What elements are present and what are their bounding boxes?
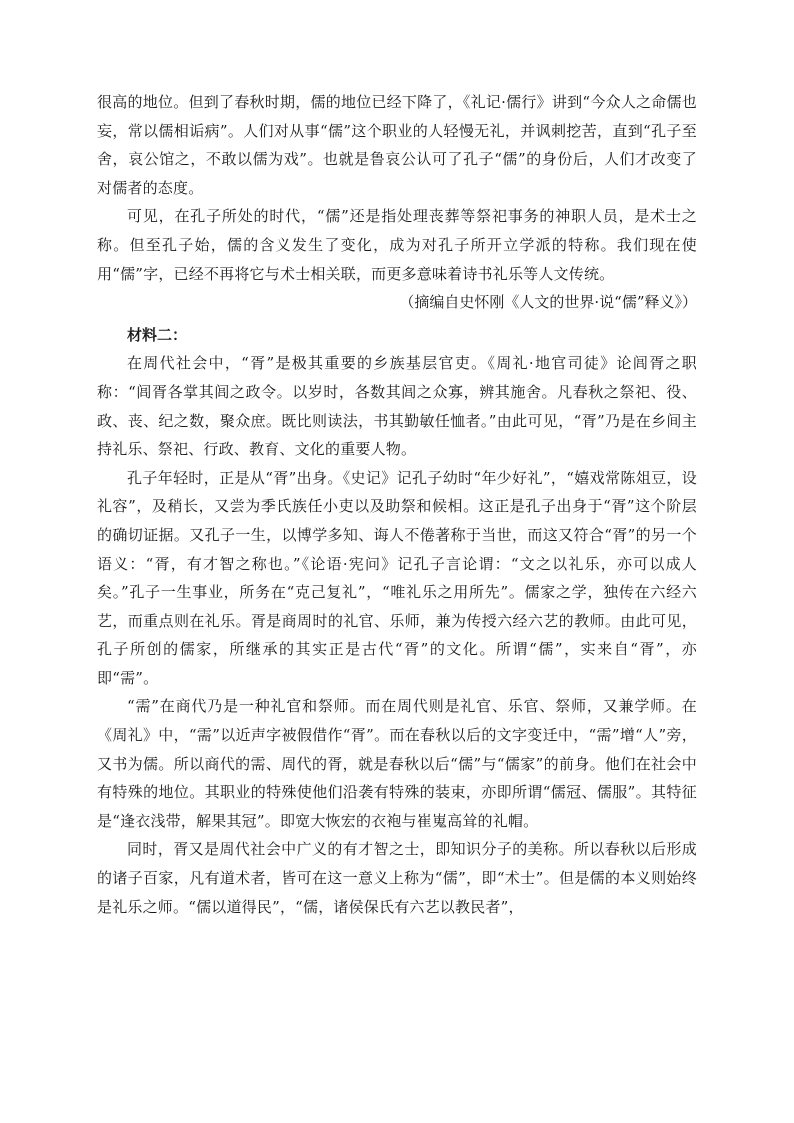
document-page	[97, 88, 697, 921]
material-one-paragraph-2: 可见，在孔子所处的时代，“儒”还是指处理丧葬等祭祀事务的神职人员，是术士之称。但至孔子始，儒的含义发生了变化，成为对孔子所开立学派的特称。我们现在使用“儒”字，已经不再将它与术士相关联，而更多意味着诗书礼乐等人文传统。	[97, 207, 697, 283]
material-one-source: （摘编自史怀刚《人文的世界·说“儒”释义》）	[399, 293, 697, 312]
material-two-heading: 材料二：	[127, 325, 188, 344]
material-two-paragraph-4: 同时，胥又是周代社会中广义的有才智之士，即知识分子的美称。所以春秋以后形成的诸子百家，凡有道术者，皆可在这一意义上称为“儒”，即“术士”。但是儒的本义则始终是礼乐之师。“儒以道得民”，“儒，诸侯保氏有六艺以教民者”，	[97, 840, 697, 916]
material-two-paragraph-1: 在周代社会中，“胥”是极其重要的乡族基层官吏。《周礼·地官司徒》论闾胥之职称：“闾胥各掌其闾之政令。以岁时，各数其闾之众寡，辨其施舍。凡春秋之祭祀、役、政、丧、纪之数，聚众庶。既比则读法，书其勤敏任恤者。”由此可见，“胥”乃是在乡间主持礼乐、祭祀、行政、教育、文化的重要人物。	[97, 354, 697, 459]
material-two-paragraph-3: “需”在商代乃是一种礼官和祭师。而在周代则是礼官、乐官、祭师，又兼学师。在《周礼》中，“需”以近声字被假借作“胥”。而在春秋以后的文字变迁中，“需”增“人”旁，又书为儒。所以商代的需、周代的胥，就是春秋以后“儒”与“儒家”的前身。他们在社会中有特殊的地位。其职业的特殊使他们沿袭有特殊的装束，亦即所谓“儒冠、儒服”。其特征是“逢衣浅带，解果其冠”。即宽大恢宏的衣袍与崔嵬高耸的礼帽。	[97, 697, 697, 830]
material-one-paragraph-1: 很高的地位。但到了春秋时期，儒的地位已经下降了，《礼记·儒行》讲到“今众人之命儒也妄，常以儒相诟病”。人们对从事“儒”这个职业的人轻慢无礼，并讽刺挖苦，直到“孔子至舍，哀公馆之，不敢以儒为戏”。也就是鲁哀公认可了孔子“儒”的身份后，人们才改变了对儒者的态度。	[97, 93, 697, 197]
material-two-paragraph-2: 孔子年轻时，正是从“胥”出身。《史记》记孔子幼时“年少好礼”，“嬉戏常陈俎豆，设礼容”，及稍长，又尝为季氏族任小吏以及助祭和候相。这正是孔子出身于“胥”这个阶层的确切证据。又孔子一生，以博学多知、诲人不倦著称于当世，而这又符合“胥”的另一个语义：“胥，有才智之称也。”《论语·宪问》记孔子言论谓：“文之以礼乐，亦可以成人矣。”孔子一生事业，所务在“克己复礼”，“唯礼乐之用所先”。儒家之学，独传在六经六艺，而重点则在礼乐。胥是商周时的礼官、乐师，兼为传授六经六艺的教师。由此可见，孔子所创的儒家，所继承的其实正是古代“胥”的文化。所谓“儒”，实来自“胥”，亦即“需”。	[97, 468, 697, 687]
